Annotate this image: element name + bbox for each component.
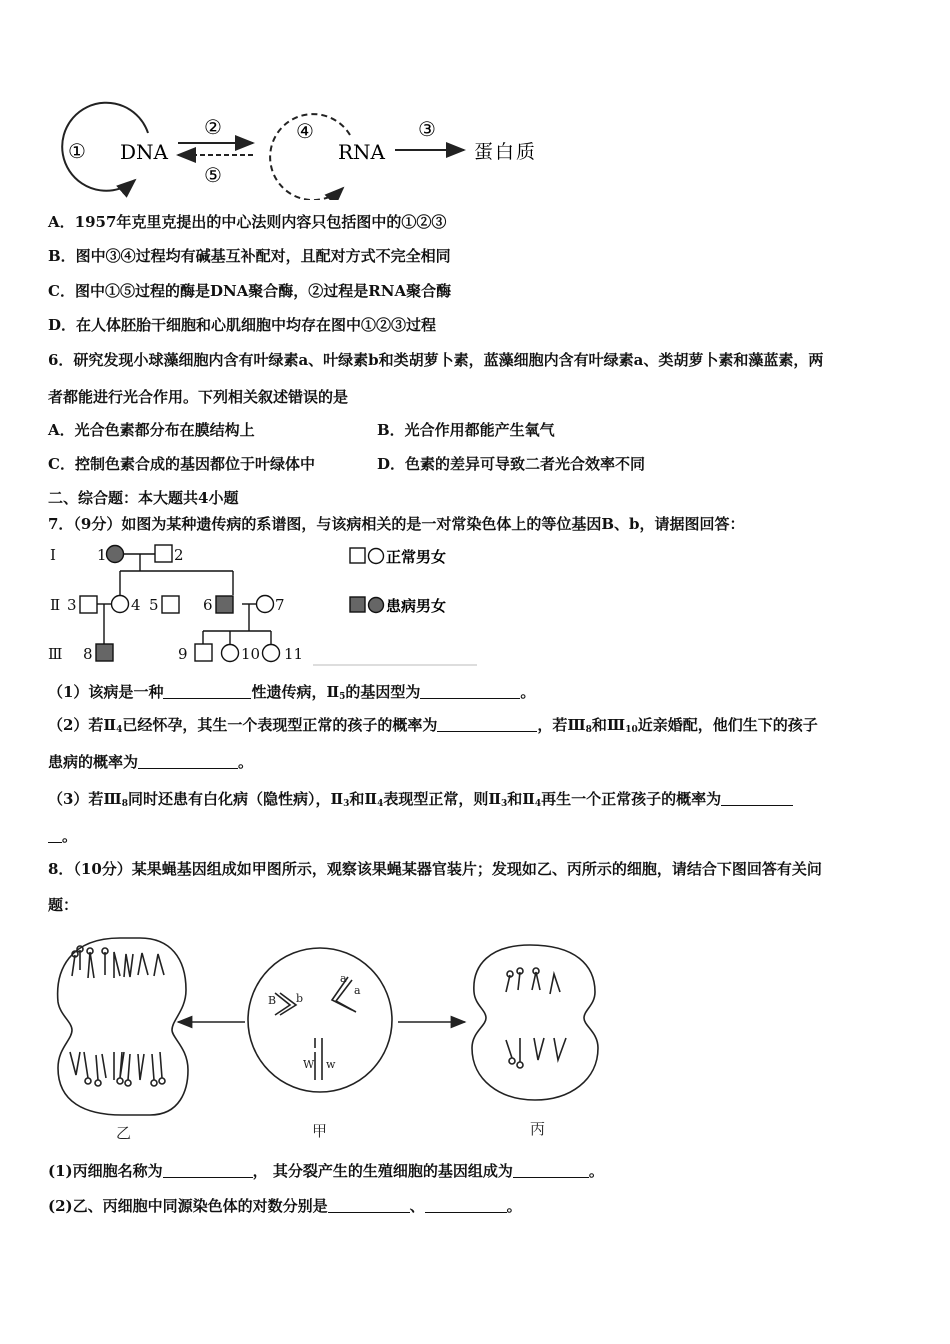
id-3: 3: [67, 596, 77, 614]
q6-option-d: D．色素的差异可导致二者光合效率不同: [377, 455, 646, 473]
q5-option-b: B．图中③④过程均有碱基互补配对，且配对方式不完全相同: [48, 247, 451, 265]
q7-part2: （2）若$Ⅱ_4$已经怀孕，其生一个表现型正常的孩子的概率为 ，若$Ⅲ_8$和$Ⅲ_{10}$近亲婚配，他们生下的孩子: [48, 716, 818, 735]
q6-option-c: C．控制色素合成的基因都位于叶绿体中: [48, 455, 315, 473]
cell-yi-outline: [58, 938, 188, 1115]
label-dna: DNA: [120, 140, 168, 164]
q7-stem: 7．（9分）如图为某种遗传病的系谱图，与该病相关的是一对常染色体上的等位基因B、b，请据图回答：: [48, 515, 745, 533]
q5-option-c: C．图中①⑤过程的酶是DNA聚合酶，②过程是RNA聚合酶: [48, 282, 452, 300]
gene-B: B: [268, 994, 277, 1007]
q6-stem-line2: 者都能进行光合作用。下列相关叙述错误的是: [48, 388, 349, 406]
label-n2: ②: [204, 115, 222, 139]
person-9-normal-male: [195, 644, 212, 661]
answer-blank[interactable]: [425, 1198, 507, 1213]
q5-option-d: D．在人体胚胎干细胞和心肌细胞中均存在图中①②③过程: [48, 316, 437, 334]
cell-jia-outline: [248, 948, 392, 1092]
answer-blank[interactable]: [721, 791, 793, 806]
cell-diagrams: [50, 930, 610, 1145]
label-rna: RNA: [338, 140, 386, 164]
answer-blank[interactable]: [48, 828, 62, 843]
gen-label-1: Ⅰ: [50, 546, 56, 564]
central-dogma-diagram: [50, 100, 570, 200]
answer-blank[interactable]: [328, 1198, 410, 1213]
id-1: 1: [97, 546, 107, 564]
legend-normal-female: [369, 549, 384, 564]
person-8-affected-male: [96, 644, 113, 661]
id-10: 10: [241, 645, 261, 663]
person-6-affected-male: [216, 596, 233, 613]
label-jia: 甲: [312, 1122, 328, 1140]
label-protein: 蛋白质: [474, 141, 538, 163]
answer-blank[interactable]: [138, 754, 238, 769]
q5-option-a: A．1957年克里克提出的中心法则内容只包括图中的①②③: [48, 213, 447, 231]
section-2-heading: 二、综合题：本大题共4小题: [48, 489, 239, 507]
answer-blank[interactable]: [163, 1163, 253, 1178]
legend-affected-female: [369, 598, 384, 613]
q7-part2-cont: 患病的概率为 。: [48, 753, 254, 771]
gen-label-2: Ⅱ: [50, 596, 61, 614]
label-yi: 乙: [116, 1124, 132, 1142]
legend-normal-label: 正常男女: [386, 548, 447, 566]
q6-option-b: B．光合作用都能产生氧气: [377, 421, 555, 439]
q7-part1: （1）该病是一种 性遗传病，$Ⅱ_5$的基因型为 。: [48, 683, 536, 702]
id-6: 6: [203, 596, 213, 614]
id-11: 11: [284, 645, 304, 663]
answer-blank[interactable]: [163, 684, 251, 699]
q8-stem-line2: 题：: [48, 896, 79, 914]
gene-W: W: [303, 1058, 315, 1071]
person-10-normal-female: [222, 645, 239, 662]
person-1-affected-female: [107, 546, 124, 563]
q6-stem-line1: 6．研究发现小球藻细胞内含有叶绿素a、叶绿素b和类胡萝卜素，蓝藻细胞内含有叶绿素a、类胡萝卜素和藻蓝素，两: [48, 351, 824, 369]
id-8: 8: [83, 645, 93, 663]
gene-a-2: a: [354, 984, 361, 997]
id-2: 2: [174, 546, 184, 564]
q7-part3: （3）若$Ⅲ_8$同时还患有白化病（隐性病），$Ⅱ_3$和$Ⅱ_4$表现型正常，则$Ⅱ_3$和$Ⅱ_4$再生一个正常孩子的概率为: [48, 788, 793, 809]
legend-normal-male: [350, 548, 365, 563]
person-7-normal-female: [257, 596, 274, 613]
person-11-normal-female: [263, 645, 280, 662]
gene-a-1: a: [340, 972, 347, 985]
answer-blank[interactable]: [437, 717, 537, 732]
gene-w: w: [326, 1058, 336, 1071]
person-3-normal-male: [80, 596, 97, 613]
person-4-normal-female: [112, 596, 129, 613]
q8-part1: (1)丙细胞名称为 ， 其分裂产生的生殖细胞的基因组成为 。: [48, 1162, 604, 1180]
label-bing: 丙: [530, 1120, 546, 1138]
answer-blank[interactable]: [420, 684, 520, 699]
id-4: 4: [131, 596, 141, 614]
label-n5: ⑤: [204, 163, 222, 187]
gene-b: b: [296, 992, 304, 1005]
answer-blank[interactable]: [513, 1163, 589, 1178]
id-7: 7: [275, 596, 285, 614]
gen-label-3: Ⅲ: [48, 645, 63, 663]
legend-affected-label: 患病男女: [386, 597, 447, 615]
person-2-normal-male: [155, 545, 172, 562]
id-5: 5: [149, 596, 159, 614]
q8-part2: (2)乙、丙细胞中同源染色体的对数分别是 、 。: [48, 1197, 522, 1215]
label-n3: ③: [418, 117, 436, 141]
legend-affected-male: [350, 597, 365, 612]
person-5-normal-male: [162, 596, 179, 613]
id-9: 9: [178, 645, 188, 663]
label-n1: ①: [68, 139, 86, 163]
q6-option-a: A．光合色素都分布在膜结构上: [48, 421, 255, 439]
pedigree-chart: [45, 538, 485, 670]
q8-stem-line1: 8．（10分）某果蝇基因组成如甲图所示，观察该果蝇某器官装片；发现如乙、丙所示的细胞，请结合下图回答有关问: [48, 860, 822, 878]
q7-part3-cont: 。: [48, 825, 77, 846]
label-n4: ④: [296, 119, 314, 143]
